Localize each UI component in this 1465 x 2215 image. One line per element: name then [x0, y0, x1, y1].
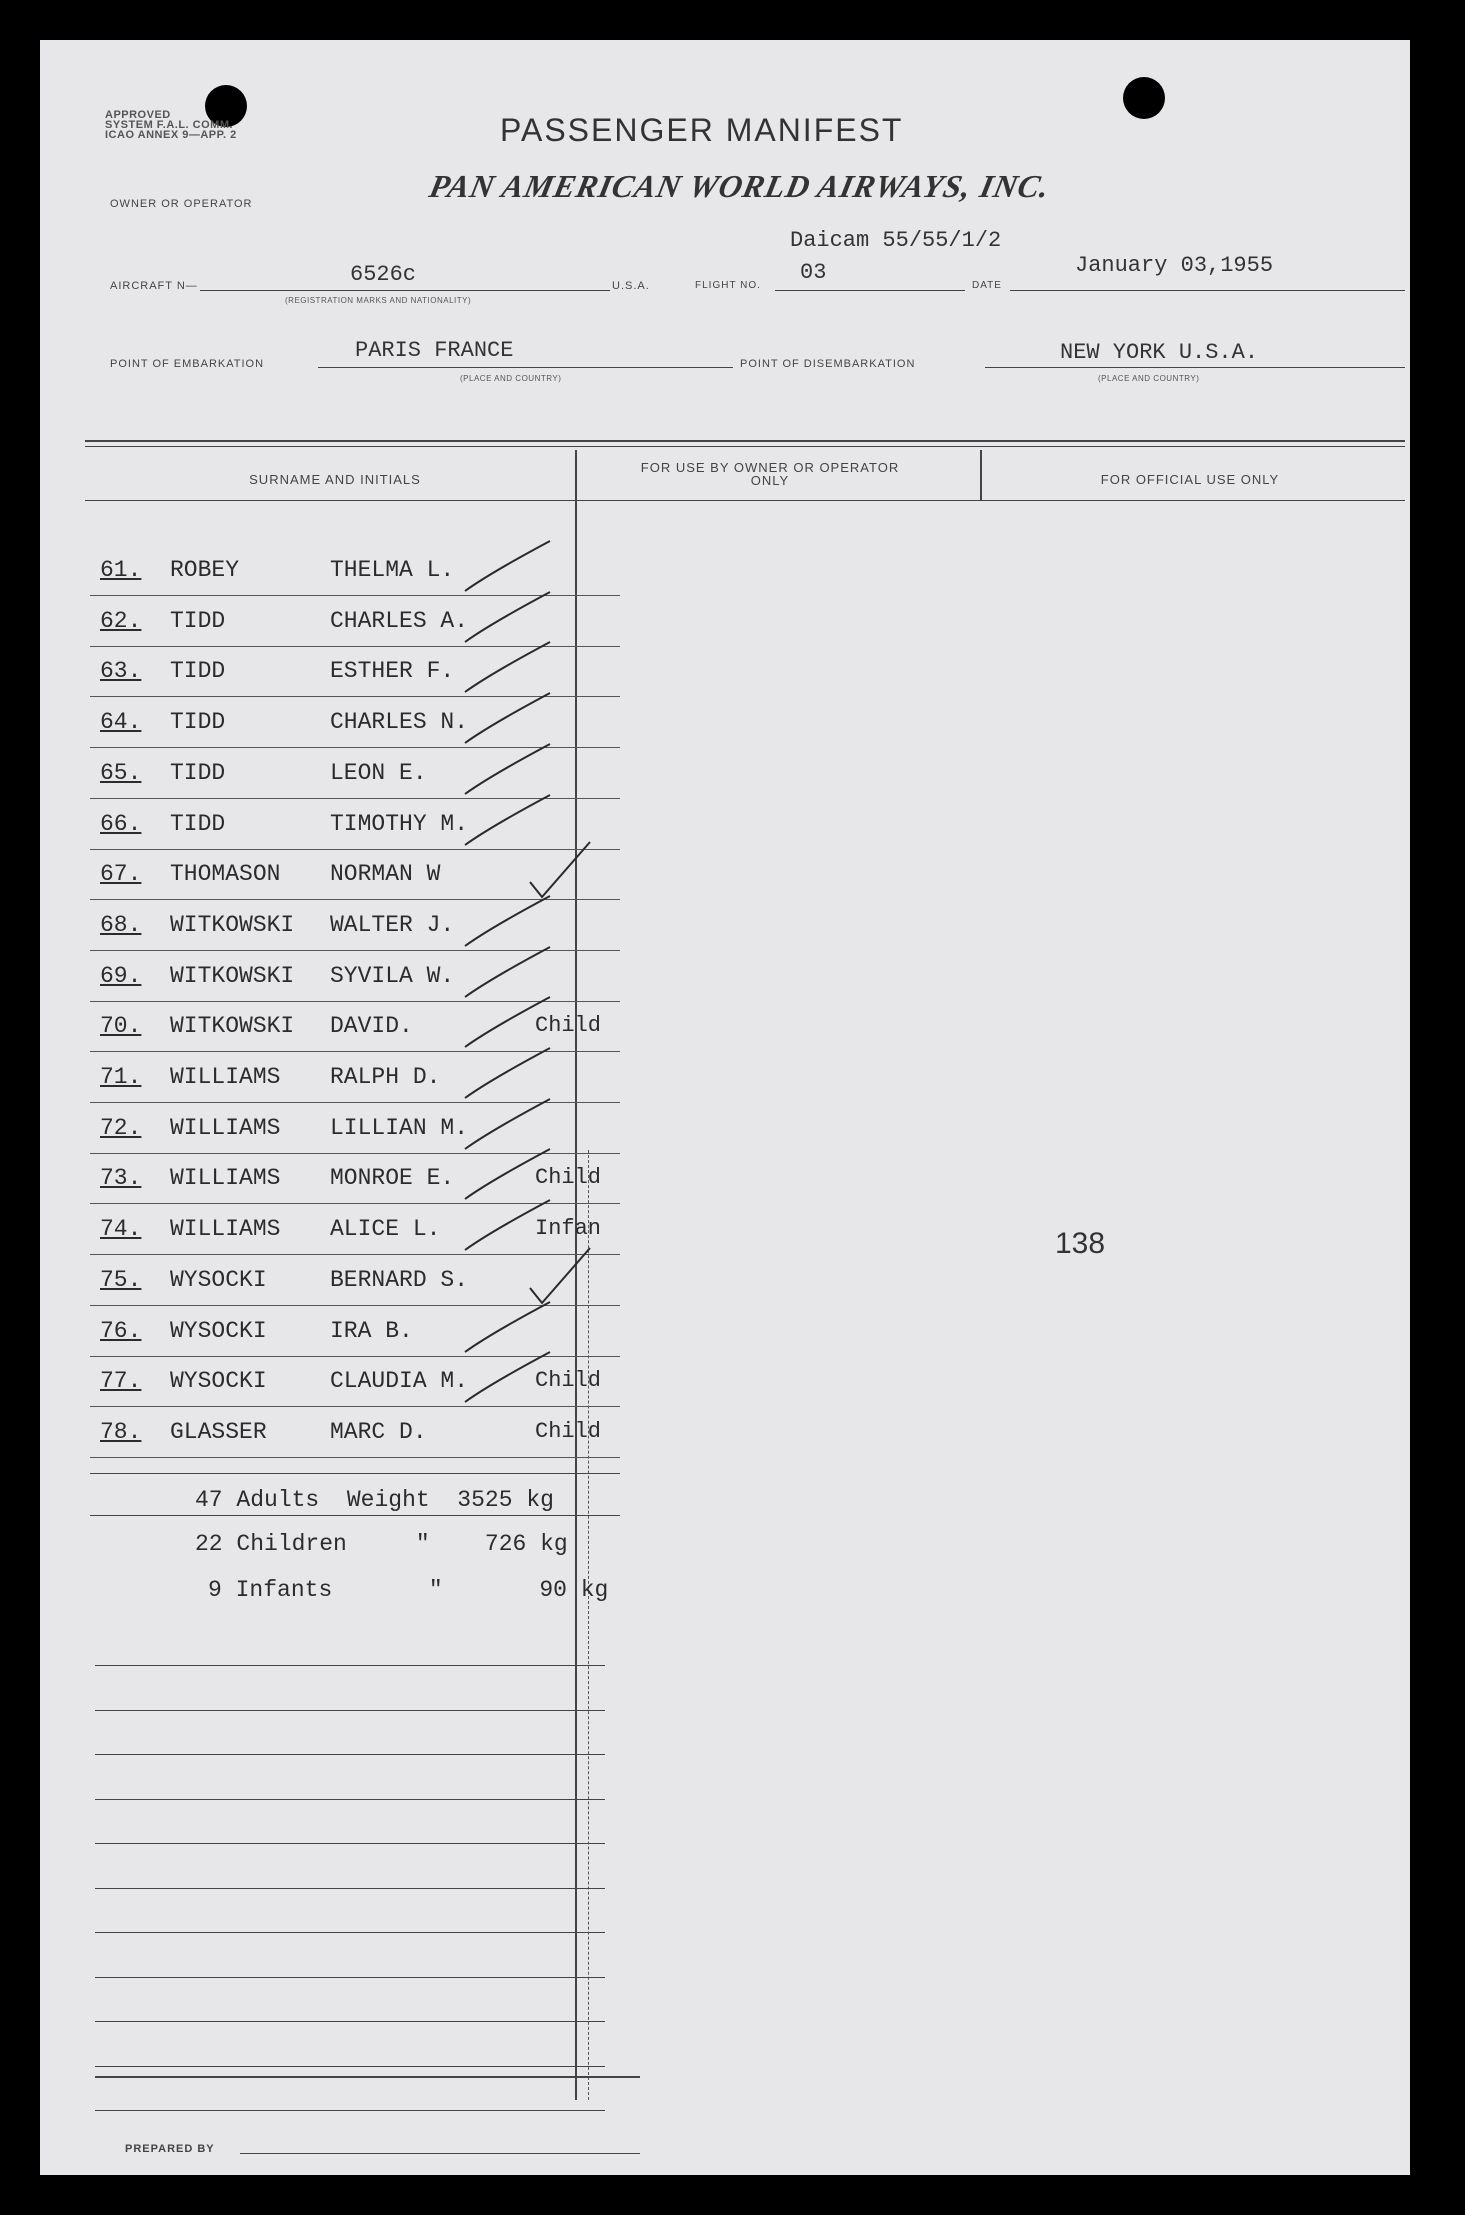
approval-line: APPROVED: [105, 109, 171, 121]
embark-label: POINT OF EMBARKATION: [110, 358, 265, 370]
passenger-number: 68.: [100, 911, 142, 938]
passenger-surname: TIDD: [170, 810, 226, 837]
passenger-given-name: CLAUDIA M.: [330, 1368, 469, 1395]
passenger-number: 69.: [100, 962, 142, 989]
flight-number: 03: [800, 260, 827, 285]
passenger-note: Child: [535, 1165, 602, 1191]
passenger-number: 75.: [100, 1266, 142, 1293]
totals-label: Children: [236, 1531, 347, 1557]
aircraft-value: 6526c: [350, 262, 417, 287]
table-end-rule: [95, 2076, 640, 2078]
passenger-given-name: WALTER J.: [330, 911, 455, 938]
totals-label: Infants: [235, 1577, 333, 1603]
passenger-surname: TIDD: [170, 607, 226, 634]
check-mark-icon: [460, 1344, 560, 1414]
totals-weight: 3525: [457, 1487, 513, 1513]
passenger-given-name: SYVILA W.: [330, 962, 455, 989]
totals-weight: 726: [484, 1531, 527, 1557]
totals-children: [195, 1531, 568, 1557]
blank-rule: [95, 1932, 605, 1933]
embark-value: PARIS FRANCE: [355, 338, 514, 363]
column-surname: SURNAME AND INITIALS: [249, 472, 421, 487]
passenger-surname: ROBEY: [170, 557, 240, 583]
prepared-by-label: PREPARED BY: [125, 2143, 215, 2155]
totals-infants: [208, 1577, 608, 1603]
passenger-surname: TIDD: [170, 709, 226, 736]
passenger-surname: WILLIAMS: [170, 1114, 281, 1141]
passenger-number: 77.: [100, 1368, 142, 1395]
page-number: 138: [1055, 1227, 1106, 1260]
passenger-surname: WILLIAMS: [170, 1216, 281, 1243]
passenger-note: Child: [535, 1013, 602, 1039]
totals-adults: [195, 1487, 554, 1513]
flight-date: January 03,1955: [1075, 253, 1274, 278]
date-label: DATE: [972, 280, 1002, 291]
totals-weight-label: ": [428, 1577, 443, 1603]
blank-rule: [95, 1888, 605, 1889]
column-owner: FOR USE BY OWNER OR OPERATOR ONLY: [640, 460, 900, 488]
disembark-value: NEW YORK U.S.A.: [1060, 340, 1259, 365]
blank-rule: [95, 2066, 605, 2067]
passenger-given-name: THELMA L.: [330, 557, 455, 583]
table-row: [90, 1407, 620, 1458]
passenger-given-name: NORMAN W: [330, 861, 441, 888]
passenger-note: Infan: [535, 1216, 602, 1242]
disembark-caption: (PLACE AND COUNTRY): [1098, 374, 1200, 383]
passenger-given-name: LILLIAN M.: [330, 1114, 469, 1141]
passenger-given-name: LEON E.: [330, 759, 427, 786]
disembark-label: POINT OF DISEMBARKATION: [740, 358, 916, 370]
passenger-number: 71.: [100, 1064, 142, 1090]
embark-caption: (PLACE AND COUNTRY): [460, 374, 562, 383]
passenger-given-name: RALPH D.: [330, 1064, 441, 1090]
totals-unit: kg: [540, 1531, 568, 1557]
blank-rule: [95, 2021, 605, 2022]
blank-rule: [95, 1710, 605, 1711]
flight-label: FLIGHT NO.: [695, 280, 761, 291]
passenger-surname: WITKOWSKI: [170, 911, 295, 938]
column-official: FOR OFFICIAL USE ONLY: [1100, 472, 1280, 487]
passenger-number: 73.: [100, 1165, 142, 1192]
usa-label: U.S.A.: [612, 280, 650, 292]
passenger-number: 61.: [100, 557, 142, 583]
totals-weight-label: Weight: [346, 1487, 430, 1513]
blank-rule: [95, 1799, 605, 1800]
approval-line: ICAO ANNEX 9—APP. 2: [105, 129, 237, 141]
blank-rule: [95, 2110, 605, 2111]
passenger-surname: TIDD: [170, 658, 226, 685]
passenger-number: 65.: [100, 759, 142, 786]
totals-unit: kg: [580, 1577, 609, 1603]
passenger-surname: THOMASON: [170, 861, 281, 888]
passenger-surname: WYSOCKI: [170, 1368, 267, 1395]
passenger-given-name: ALICE L.: [330, 1216, 441, 1243]
blank-rule: [95, 1843, 605, 1844]
totals-label: Adults: [236, 1487, 320, 1513]
passenger-note: Child: [535, 1418, 602, 1444]
passenger-given-name: DAVID.: [330, 1013, 413, 1040]
passenger-number: 78.: [100, 1418, 142, 1445]
passenger-given-name: CHARLES A.: [330, 607, 469, 634]
aircraft-label: AIRCRAFT N—: [110, 280, 198, 292]
passenger-given-name: IRA B.: [330, 1317, 413, 1344]
passenger-number: 62.: [100, 607, 142, 634]
passenger-surname: WYSOCKI: [170, 1317, 267, 1344]
blank-rule: [95, 1665, 605, 1666]
totals-weight-label: ": [415, 1531, 430, 1557]
passenger-surname: WILLIAMS: [170, 1064, 281, 1090]
passenger-number: 72.: [100, 1114, 142, 1141]
passenger-surname: WITKOWSKI: [170, 1013, 295, 1040]
passenger-surname: WYSOCKI: [170, 1266, 267, 1293]
blank-rule: [95, 1977, 605, 1978]
passenger-number: 76.: [100, 1317, 142, 1344]
passenger-given-name: ESTHER F.: [330, 658, 455, 685]
owner-label: OWNER OR OPERATOR: [110, 198, 253, 210]
registration-caption: (REGISTRATION MARKS AND NATIONALITY): [285, 296, 472, 305]
passenger-note: Child: [535, 1368, 602, 1394]
passenger-surname: TIDD: [170, 759, 226, 786]
passenger-given-name: BERNARD S.: [330, 1266, 469, 1293]
owner-value: PAN AMERICAN WORLD AIRWAYS, INC.: [426, 168, 1054, 204]
passenger-surname: WILLIAMS: [170, 1165, 281, 1192]
totals-unit: kg: [526, 1487, 554, 1513]
passenger-given-name: CHARLES N.: [330, 709, 469, 736]
totals-weight: 90: [539, 1577, 567, 1603]
row-rule: [90, 1457, 620, 1458]
blank-rule: [95, 1754, 605, 1755]
passenger-given-name: MONROE E.: [330, 1165, 455, 1192]
passenger-number: 70.: [100, 1013, 142, 1040]
passenger-surname: WITKOWSKI: [170, 962, 295, 989]
punch-hole-right: [1123, 77, 1165, 119]
reference-number: Daicam 55/55/1/2: [790, 228, 1002, 253]
approval-line: SYSTEM F.A.L. COMM.: [105, 119, 234, 131]
totals-count: 22: [195, 1531, 223, 1557]
passenger-number: 74.: [100, 1216, 142, 1243]
manifest-sheet: [40, 40, 1410, 2175]
page-title: PASSENGER MANIFEST: [500, 112, 904, 148]
passenger-surname: GLASSER: [170, 1418, 267, 1445]
passenger-number: 66.: [100, 810, 142, 837]
passenger-number: 67.: [100, 861, 142, 888]
totals-count: 9: [208, 1577, 222, 1603]
passenger-number: 64.: [100, 709, 142, 736]
passenger-given-name: TIMOTHY M.: [330, 810, 469, 837]
passenger-given-name: MARC D.: [330, 1418, 427, 1445]
table-row: [90, 1356, 620, 1407]
totals-count: 47: [195, 1487, 223, 1513]
passenger-number: 63.: [100, 658, 142, 685]
approval-block: [105, 110, 237, 140]
